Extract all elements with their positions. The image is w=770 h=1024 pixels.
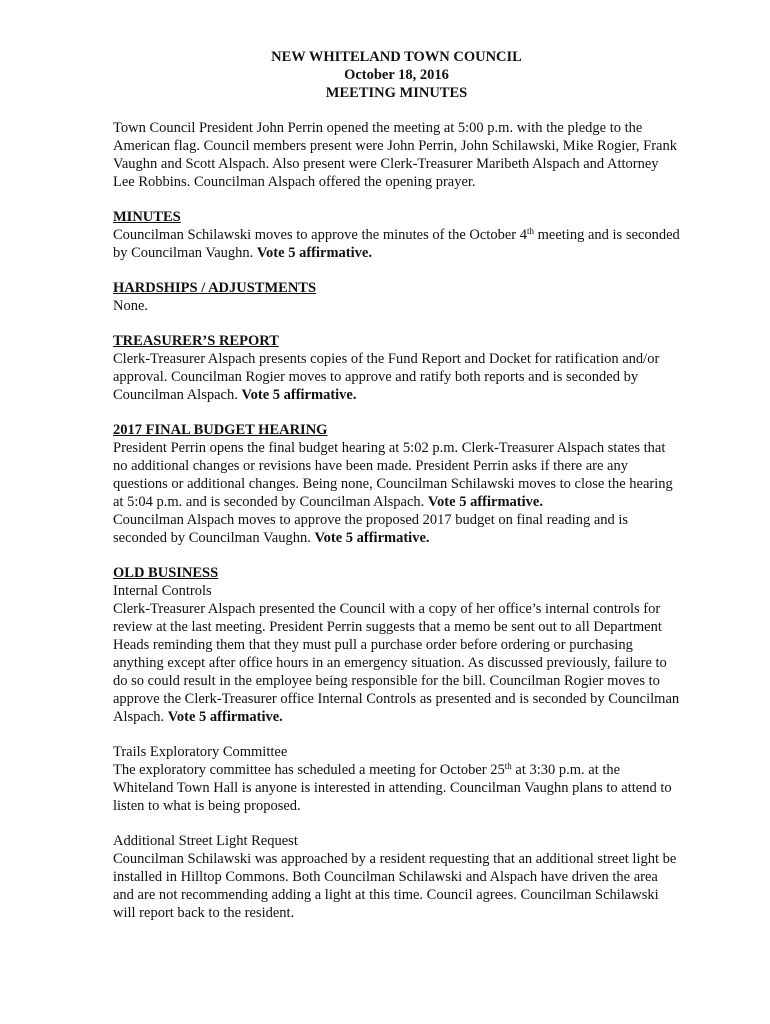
council-name: NEW WHITELAND TOWN COUNCIL [271, 49, 522, 65]
hardships-heading: HARDSHIPS / ADJUSTMENTS [113, 280, 317, 296]
internal-controls-vote: Vote 5 affirmative. [167, 709, 283, 725]
minutes-vote: Vote 5 affirmative. [256, 245, 372, 261]
trails-title: Trails Exploratory Committee [113, 744, 288, 760]
minutes-paragraph: Councilman Schilawski moves to approve the minutes of the October 4th meeting and is seconded by Councilman Vaughn. Vote 5 affirmative. [113, 226, 680, 261]
treasurer-heading: TREASURER’S REPORT [113, 333, 279, 349]
old-business-heading: OLD BUSINESS [113, 565, 219, 581]
hardships-paragraph: None. [113, 298, 149, 314]
trails-paragraph: The exploratory committee has scheduled a meeting for October 25th at 3:30 p.m. at the Whiteland Town Hall is anyone is interested in attending. Councilman Vaughn plans to attend to listen to what is being proposed. [113, 761, 672, 814]
minutes-heading: MINUTES [113, 209, 181, 225]
internal-controls-title: Internal Controls [113, 583, 212, 599]
document-header [113, 48, 680, 102]
document-title: MEETING MINUTES [325, 85, 468, 101]
budget-heading: 2017 FINAL BUDGET HEARING [113, 422, 328, 438]
budget-paragraph: President Perrin opens the final budget hearing at 5:02 p.m. Clerk-Treasurer Alspach states that no additional changes or revisions have been made. President Perrin asks if there are any questions or additional changes. Being none, Councilman Schilawski moves to close the hearing at 5:04 p.m. and is seconded by Councilman Alspach. Vote 5 affirmative. Councilman Alspach moves to approve the proposed 2017 budget on final reading and is seconded by Councilman Vaughn. Vote 5 affirmative. [113, 440, 673, 546]
treasurer-vote: Vote 5 affirmative. [241, 387, 357, 403]
budget-vote-1: Vote 5 affirmative. [427, 494, 543, 510]
budget-vote-2: Vote 5 affirmative. [314, 530, 430, 546]
street-light-title: Additional Street Light Request [113, 833, 298, 849]
street-light-paragraph: Councilman Schilawski was approached by a resident requesting that an additional street light be installed in Hilltop Commons. Both Councilman Schilawski and Alspach have driven the area and are not recommending adding a light at this time. Council agrees. Councilman Schilawski will report back to the resident. [113, 851, 677, 921]
internal-controls-paragraph: Clerk-Treasurer Alspach presented the Council with a copy of her office’s internal controls for review at the last meeting. President Perrin suggests that a memo be sent out to all Department Heads reminding them that they must pull a purchase order before ordering or purchasing anything except after office hours in an emergency situation. As discussed previously, failure to do so could result in the employee being responsible for the bill. Councilman Rogier moves to approve the Clerk-Treasurer office Internal Controls as presented and is seconded by Councilman Alspach. Vote 5 affirmative. [113, 601, 680, 725]
treasurer-paragraph: Clerk-Treasurer Alspach presents copies of the Fund Report and Docket for ratification and/or approval. Councilman Rogier moves to approve and ratify both reports and is seconded by Councilman Alspach. Vote 5 affirmative. [113, 351, 660, 403]
intro-paragraph: Town Council President John Perrin opened the meeting at 5:00 p.m. with the pledge to the American flag. Council members present were John Perrin, John Schilawski, Mike Rogier, Frank Vaughn and Scott Alspach. Also present were Clerk-Treasurer Maribeth Alspach and Attorney Lee Robbins. Councilman Alspach offered the opening prayer. [113, 120, 677, 190]
meeting-date: October 18, 2016 [344, 67, 449, 83]
